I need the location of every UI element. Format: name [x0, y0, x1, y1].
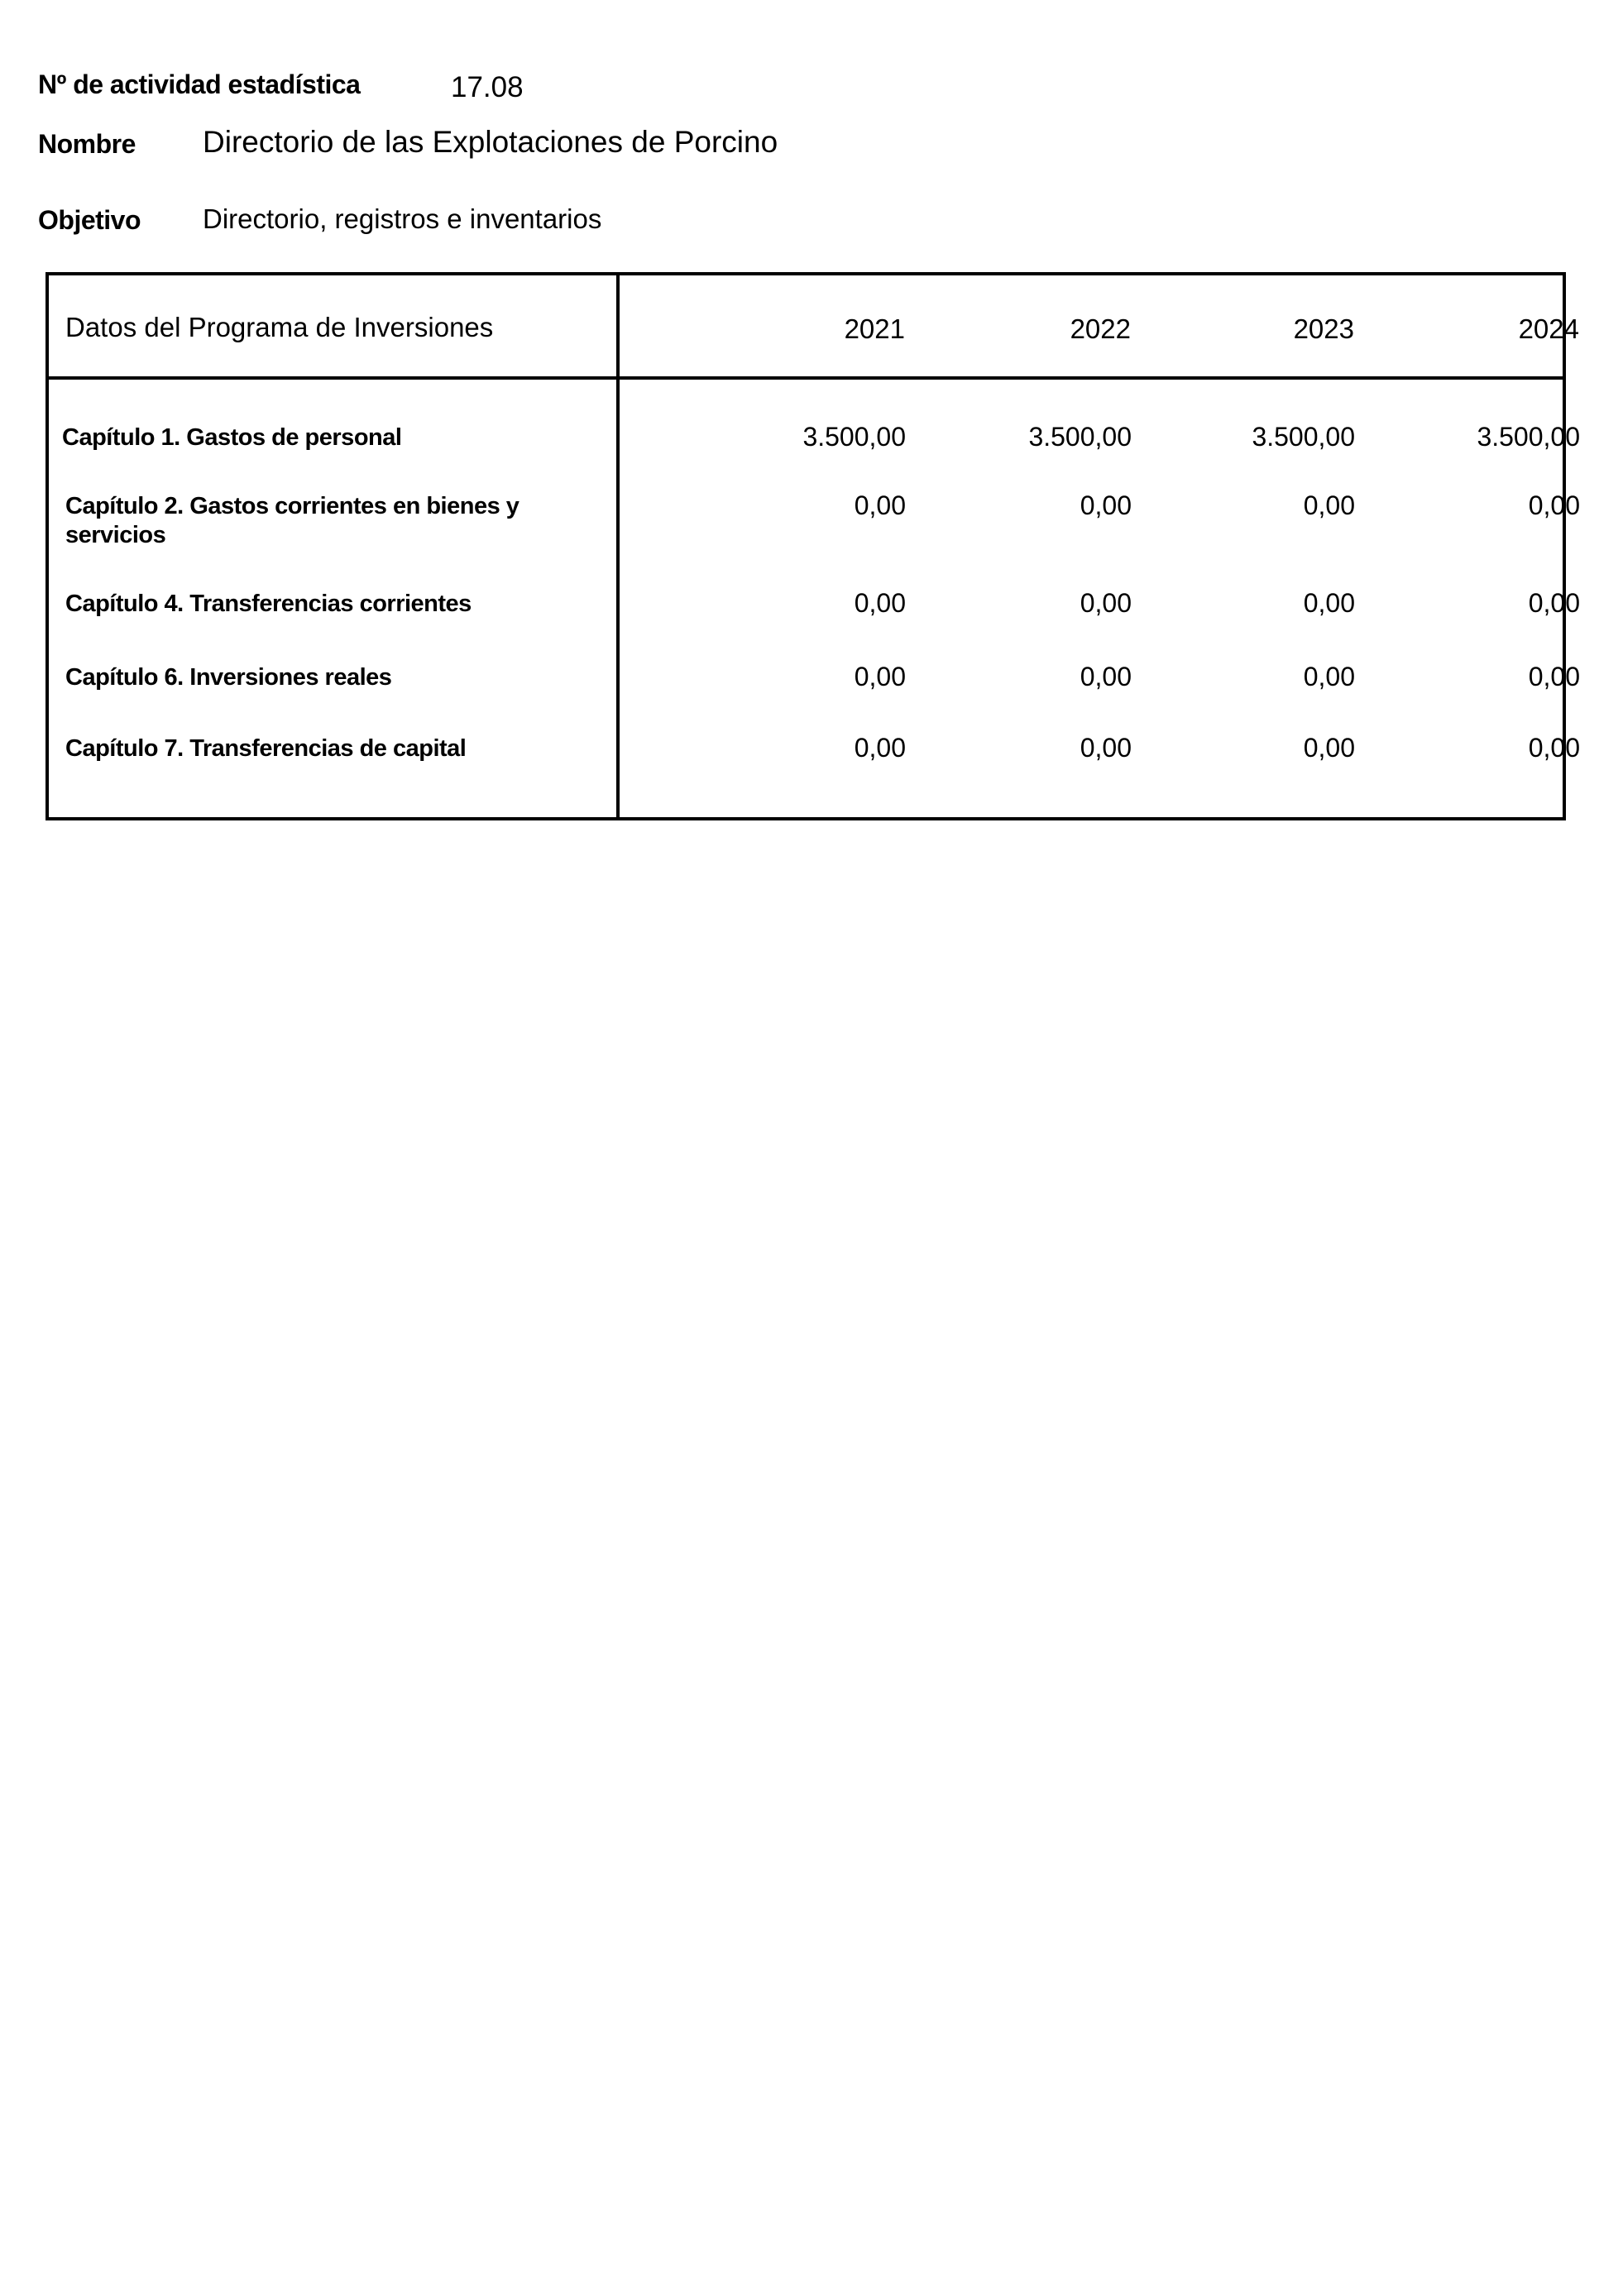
table-header-label: Datos del Programa de Inversiones — [65, 312, 494, 342]
row-label-chapter-4: Capítulo 4. Transferencias corrientes — [65, 591, 472, 617]
year-header-2022: 2022 — [1070, 313, 1131, 344]
cell-chapter-2-2023: 0,00 — [1303, 490, 1355, 520]
cell-chapter-1-2021: 3.500,00 — [802, 422, 906, 452]
investment-table — [45, 272, 1580, 820]
cell-chapter-7-2023: 0,00 — [1303, 733, 1355, 763]
name-value: Directorio de las Explotaciones de Porcino — [203, 125, 778, 159]
cell-chapter-7-2024: 0,00 — [1528, 733, 1580, 763]
cell-chapter-7-2022: 0,00 — [1080, 733, 1132, 763]
cell-chapter-4-2022: 0,00 — [1080, 588, 1132, 618]
cell-chapter-2-2021: 0,00 — [854, 490, 906, 520]
row-label-chapter-2: Capítulo 2. Gastos corrientes en bienes y servicios — [65, 493, 519, 548]
year-header-2021: 2021 — [844, 313, 905, 344]
cell-chapter-2-2024: 0,00 — [1528, 490, 1580, 520]
cell-chapter-1-2023: 3.500,00 — [1252, 422, 1355, 452]
cell-chapter-2-2022: 0,00 — [1080, 490, 1132, 520]
name-label: Nombre — [38, 129, 136, 159]
objective-label: Objetivo — [38, 205, 141, 235]
row-label-chapter-1: Capítulo 1. Gastos de personal — [62, 424, 402, 451]
cell-chapter-7-2021: 0,00 — [854, 733, 906, 763]
cell-chapter-6-2024: 0,00 — [1528, 662, 1580, 691]
row-label-chapter-7: Capítulo 7. Transferencias de capital — [65, 735, 467, 762]
cell-chapter-6-2021: 0,00 — [854, 662, 906, 691]
activity-number-value: 17.08 — [451, 71, 524, 103]
table-column-divider — [616, 275, 620, 817]
cell-chapter-4-2021: 0,00 — [854, 588, 906, 618]
cell-chapter-6-2022: 0,00 — [1080, 662, 1132, 691]
cell-chapter-4-2023: 0,00 — [1303, 588, 1355, 618]
cell-chapter-1-2024: 3.500,00 — [1477, 422, 1580, 452]
objective-value: Directorio, registros e inventarios — [203, 203, 602, 234]
cell-chapter-6-2023: 0,00 — [1303, 662, 1355, 691]
year-header-2024: 2024 — [1518, 313, 1579, 344]
row-label-chapter-6: Capítulo 6. Inversiones reales — [65, 664, 392, 691]
year-header-2023: 2023 — [1293, 313, 1354, 344]
table-header-divider — [49, 376, 1563, 380]
activity-number-label: Nº de actividad estadística — [38, 69, 361, 99]
cell-chapter-4-2024: 0,00 — [1528, 588, 1580, 618]
cell-chapter-1-2022: 3.500,00 — [1028, 422, 1132, 452]
